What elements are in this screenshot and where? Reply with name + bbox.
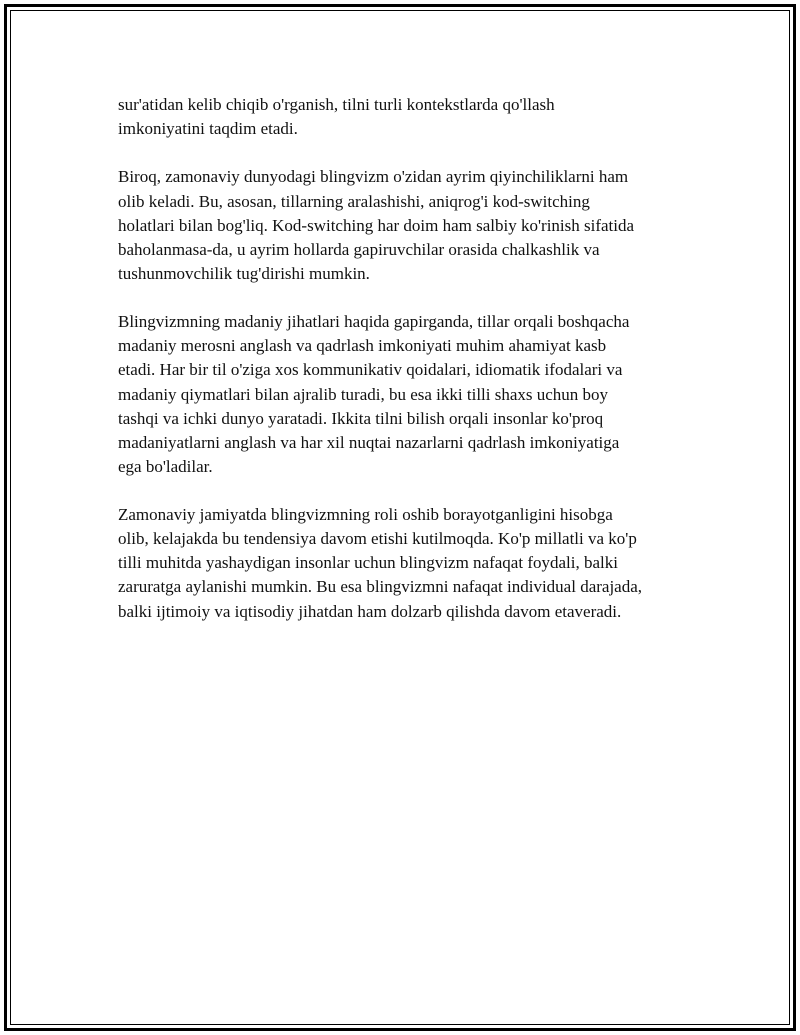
- text-line: madaniy qiymatlari bilan ajralib turadi, bu esa ikki tilli shaxs uchun boy: [118, 384, 609, 404]
- paragraph: [118, 310, 698, 479]
- text-line: etadi. Har bir til o'ziga xos kommunikativ qoidalari, idiomatik ifodalari va: [118, 360, 623, 380]
- paragraph: [118, 165, 698, 285]
- document-body: [118, 93, 698, 648]
- text-line: holatlari bilan bog'liq. Kod-switching har doim ham salbiy ko'rinish sifatida: [118, 215, 635, 235]
- text-line: Zamonaviy jamiyatda blingvizmning roli oshib borayotganligini hisobga: [118, 505, 613, 525]
- text-line: baholanmasa-da, u ayrim hollarda gapiruvchilar orasida chalkashlik va: [118, 239, 600, 259]
- paragraph: [118, 93, 698, 141]
- text-line: imkoniyatini taqdim etadi.: [118, 119, 298, 139]
- text-line: olib, kelajakda bu tendensiya davom etishi kutilmoqda. Ko'p millatli va ko'p: [118, 529, 637, 549]
- text-line: Biroq, zamonaviy dunyodagi blingvizm o'zidan ayrim qiyinchiliklarni ham: [118, 167, 629, 187]
- text-line: tilli muhitda yashaydigan insonlar uchun blingvizm nafaqat foydali, balki: [118, 553, 618, 573]
- text-line: tushunmovchilik tug'dirishi mumkin.: [118, 263, 370, 283]
- text-line: madaniy merosni anglash va qadrlash imkoniyati muhim ahamiyat kasb: [118, 336, 607, 356]
- text-line: balki ijtimoiy va iqtisodiy jihatdan ham dolzarb qilishda davom etaveradi.: [118, 601, 622, 621]
- text-line: olib keladi. Bu, asosan, tillarning aralashishi, aniqrog'i kod-switching: [118, 191, 590, 211]
- text-line: madaniyatlarni anglash va har xil nuqtai nazarlarni qadrlash imkoniyatiga: [118, 432, 620, 452]
- text-line: ega bo'ladilar.: [118, 456, 213, 476]
- text-line: sur'atidan kelib chiqib o'rganish, tilni turli kontekstlarda qo'llash: [118, 95, 555, 114]
- text-line: tashqi va ichki dunyo yaratadi. Ikkita tilni bilish orqali insonlar ko'proq: [118, 408, 604, 428]
- text-line: zaruratga aylanishi mumkin. Bu esa blingvizmni nafaqat individual darajada,: [118, 577, 643, 597]
- text-line: Blingvizmning madaniy jihatlari haqida gapirganda, tillar orqali boshqacha: [118, 312, 630, 332]
- paragraph: [118, 503, 698, 623]
